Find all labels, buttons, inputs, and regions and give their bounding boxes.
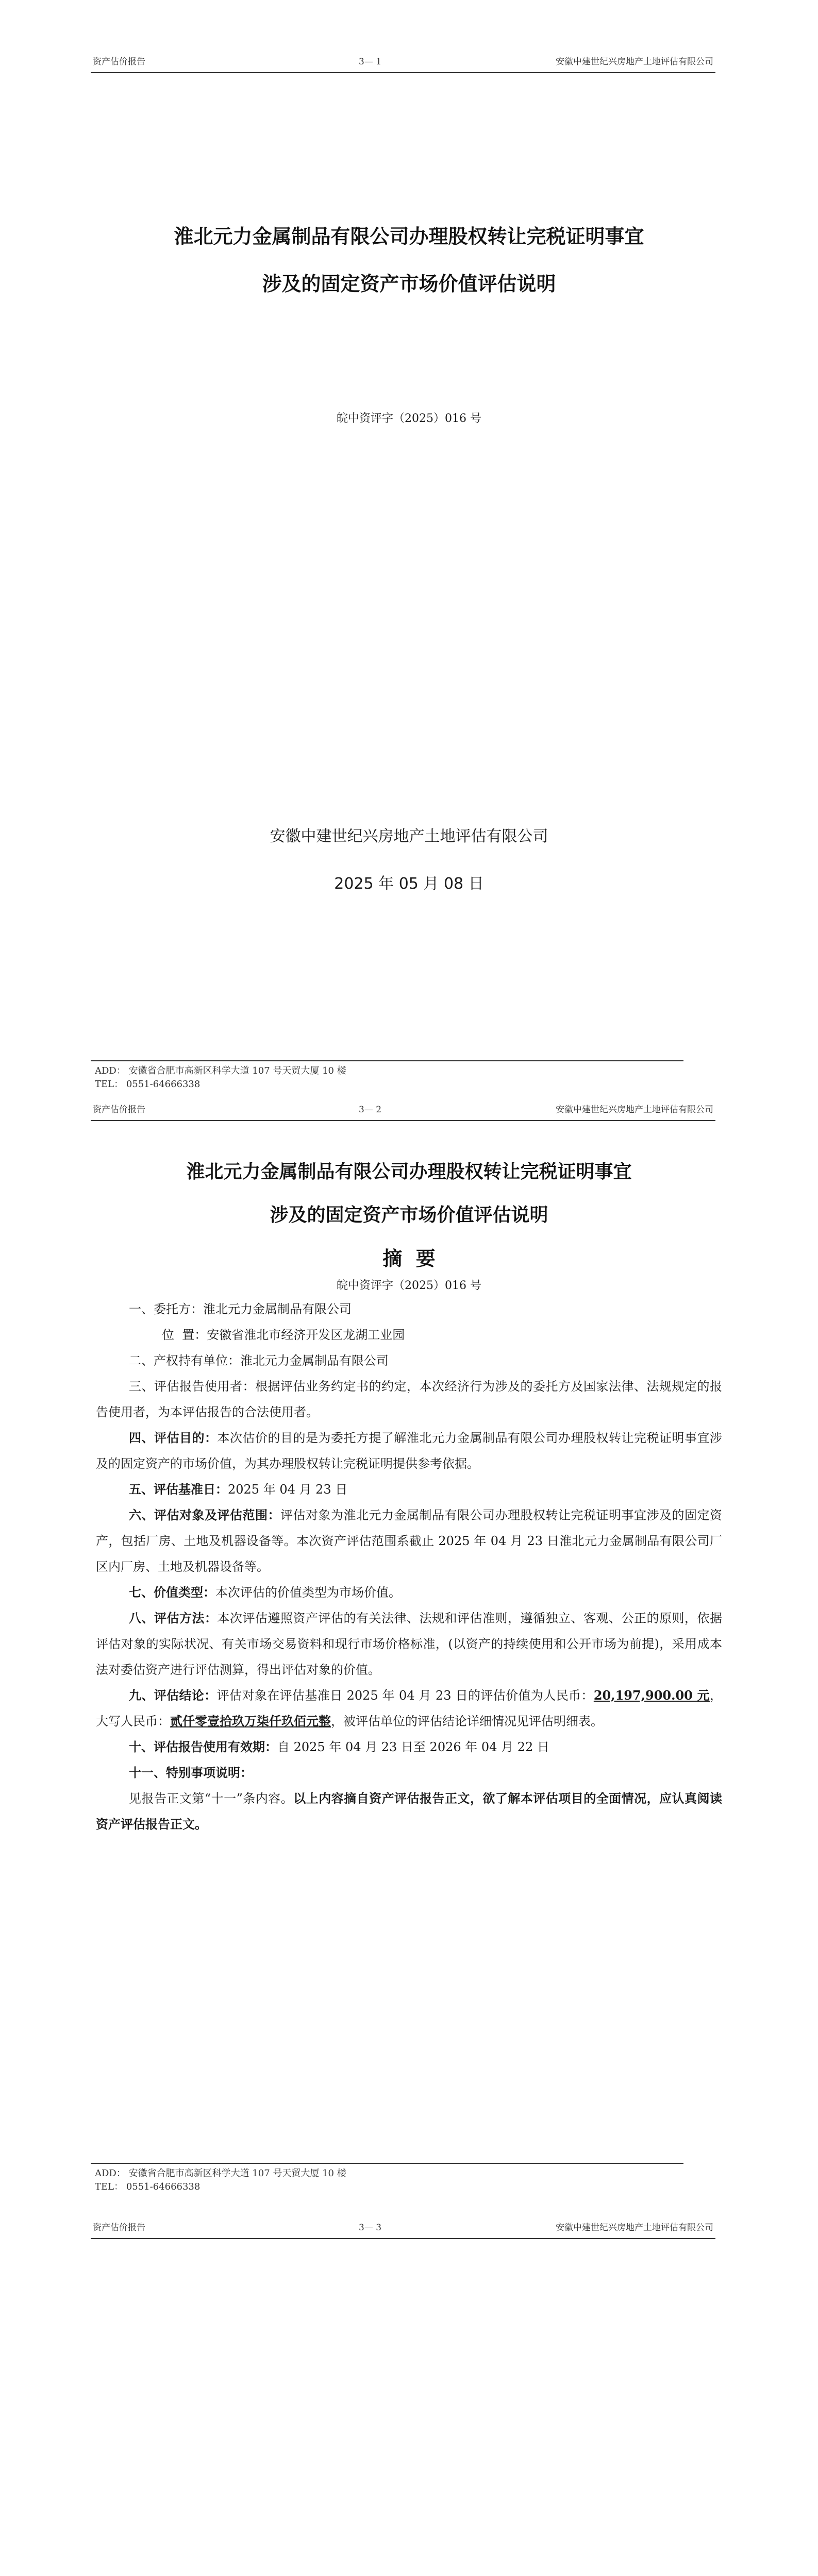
item-10 xyxy=(96,1734,722,1760)
item-9-text-b: ，大写人民币： xyxy=(96,1688,722,1728)
cover-date: 2025 年 05 月 08 日 xyxy=(334,875,484,893)
page-cover xyxy=(0,0,818,1090)
item-8-label: 八、评估方法： xyxy=(129,1611,218,1625)
item-3-text: 根据评估业务约定书的约定，本次经济行为涉及的委托方及国家法律、法规规定的报告使用者，为本评估报告的合法使用者。 xyxy=(96,1379,722,1419)
item-3-label: 三、评估报告使用者： xyxy=(129,1379,255,1394)
cover-title-line1: 淮北元力金属制品有限公司办理股权转让完税证明事宜 xyxy=(174,225,644,248)
item-5 xyxy=(96,1477,722,1502)
item-1b-label: 位 置： xyxy=(162,1328,207,1342)
running-header xyxy=(91,1097,715,1121)
summary-body xyxy=(96,1296,722,1837)
item-7-label: 七、价值类型： xyxy=(129,1585,215,1600)
summary-title-line2: 涉及的固定资产市场价值评估说明 xyxy=(270,1205,548,1226)
header-page-number: 3— 1 xyxy=(359,57,382,67)
footer-tel: TEL： 0551-64666338 xyxy=(95,1079,201,1090)
header-right-text: 安徽中建世纪兴房地产土地评估有限公司 xyxy=(556,2223,713,2233)
item-4-label: 四、评估目的： xyxy=(129,1430,218,1445)
item-5-text: 2025 年 04 月 23 日 xyxy=(228,1482,348,1497)
item-10-text: 自 2025 年 04 月 23 日至 2026 年 04 月 22 日 xyxy=(277,1740,549,1754)
header-page-number: 3— 2 xyxy=(359,1105,382,1115)
item-9-amount: 20,197,900.00 元 xyxy=(593,1688,710,1703)
header-left-text: 资产估价报告 xyxy=(93,2223,145,2233)
item-5-label: 五、评估基准日： xyxy=(129,1482,228,1497)
item-7-text: 本次评估的价值类型为市场价值。 xyxy=(215,1585,401,1600)
item-6-text: 评估对象为淮北元力金属制品有限公司办理股权转让完税证明事宜涉及的固定资产，包括厂房、土地及机器设备等。本次资产评估范围系截止 2025 年 04 月 23 日淮北元力金属制品有限公司厂区内厂房、土地及机器设备等。 xyxy=(96,1508,722,1574)
item-8 xyxy=(96,1605,722,1683)
item-2-text: 淮北元力金属制品有限公司 xyxy=(240,1353,389,1368)
item-1 xyxy=(96,1296,722,1322)
header-right-text: 安徽中建世纪兴房地产土地评估有限公司 xyxy=(556,57,713,67)
page-three xyxy=(0,2215,818,2576)
item-6-label: 六、评估对象及评估范围： xyxy=(129,1507,280,1522)
footer-address: ADD： 安徽省合肥市高新区科学大道 107 号天贸大厦 10 楼 xyxy=(95,2168,346,2179)
item-8-text: 本次评估遵照资产评估的有关法律、法规和评估准则，遵循独立、客观、公正的原则，依据评估对象的实际状况、有关市场交易资料和现行市场价格标准，(以资产的持续使用和公开市场为前提)，采用成本法对委估资产进行评估测算，得出评估对象的价值。 xyxy=(96,1611,722,1677)
page-footer xyxy=(91,1060,683,1091)
page-summary xyxy=(0,1097,818,2205)
item-11-body xyxy=(96,1786,722,1837)
footer-address: ADD： 安徽省合肥市高新区科学大道 107 号天贸大厦 10 楼 xyxy=(95,1065,346,1076)
item-10-label: 十、评估报告使用有效期： xyxy=(129,1739,277,1754)
item-1b xyxy=(96,1322,722,1348)
cover-title-line2: 涉及的固定资产市场价值评估说明 xyxy=(262,273,556,295)
item-9-text-c: ，被评估单位的评估结论详细情况见评估明细表。 xyxy=(331,1714,603,1728)
summary-title-line1: 淮北元力金属制品有限公司办理股权转让完税证明事宜 xyxy=(186,1161,632,1182)
header-left-text: 资产估价报告 xyxy=(93,57,145,67)
item-1-label: 一、委托方： xyxy=(129,1302,203,1316)
item-4-text: 本次估价的目的是为委托方提了解淮北元力金属制品有限公司办理股权转让完税证明事宜涉及的固定资产的市场价值，为其办理股权转让完税证明提供参考依据。 xyxy=(96,1431,722,1471)
summary-doc-number: 皖中资评字（2025）016 号 xyxy=(337,1279,481,1292)
item-2 xyxy=(96,1348,722,1374)
item-7 xyxy=(96,1580,722,1605)
item-2-label: 二、产权持有单位： xyxy=(129,1353,240,1368)
header-right-text: 安徽中建世纪兴房地产土地评估有限公司 xyxy=(556,1105,713,1115)
item-6 xyxy=(96,1502,722,1580)
item-11-label: 十一、特别事项说明： xyxy=(129,1765,253,1780)
running-header xyxy=(91,49,715,73)
item-9-text-a: 评估对象在评估基准日 2025 年 04 月 23 日的评估价值为人民币： xyxy=(216,1688,594,1703)
header-left-text: 资产估价报告 xyxy=(93,1105,145,1115)
item-3 xyxy=(96,1374,722,1425)
item-4 xyxy=(96,1425,722,1477)
item-11-text-b: 以上内容摘自资产评估报告正文，欲了解本评估项目的全面情况，应认真阅读资产评估报告正文。 xyxy=(96,1791,722,1832)
item-9-amount-cn: 贰仟零壹拾玖万柒仟玖佰元整 xyxy=(170,1714,331,1728)
summary-heading: 摘 要 xyxy=(382,1247,436,1270)
page-footer xyxy=(91,2163,683,2194)
item-9-label: 九、评估结论： xyxy=(129,1688,217,1703)
cover-doc-number: 皖中资评字（2025）016 号 xyxy=(337,412,481,425)
running-header xyxy=(91,2215,715,2239)
footer-tel: TEL： 0551-64666338 xyxy=(95,2181,201,2192)
item-1b-text: 安徽省淮北市经济开发区龙湖工业园 xyxy=(207,1328,405,1342)
item-11 xyxy=(96,1760,722,1786)
cover-company: 安徽中建世纪兴房地产土地评估有限公司 xyxy=(270,827,548,845)
item-11-text-a: 见报告正文第“十一”条内容。 xyxy=(129,1791,294,1806)
item-9 xyxy=(96,1683,722,1734)
item-1-text: 淮北元力金属制品有限公司 xyxy=(203,1302,352,1316)
header-page-number: 3— 3 xyxy=(359,2223,382,2233)
